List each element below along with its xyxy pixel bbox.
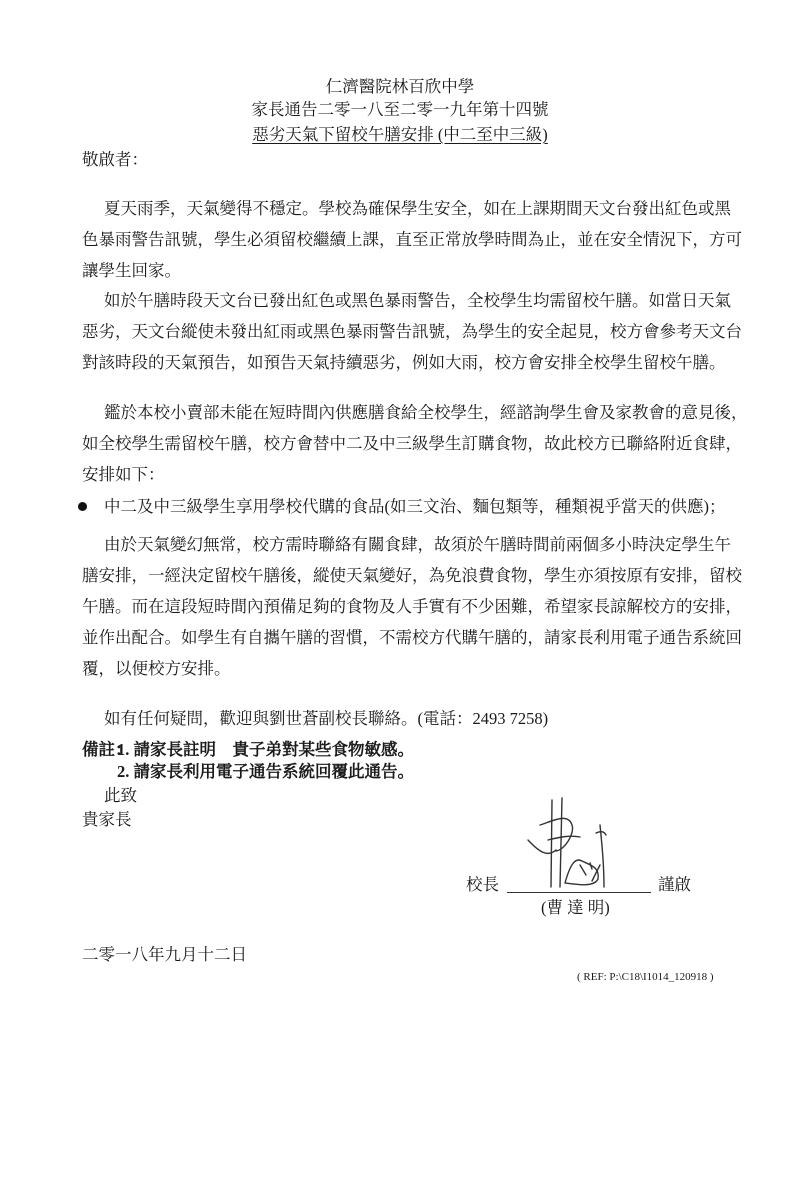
handwritten-signature <box>520 795 630 895</box>
note-item: 2. 請家長利用電子通告系統回覆此通告。 <box>117 762 414 781</box>
respect-closing: 謹啟 <box>658 875 691 894</box>
bullet-icon <box>78 502 87 511</box>
paragraph-line: 覆，以便校方安排。 <box>82 659 231 678</box>
paragraph-line: 並作出配合。如學生有自攜午膳的習慣，不需校方代購午膳的，請家長利用電子通告系統回 <box>82 628 742 647</box>
school-name: 仁濟醫院林百欣中學 <box>325 77 475 96</box>
signer-title: 校長 <box>466 875 499 894</box>
paragraph-line: 惡劣，天文台縱使未發出紅雨或黑色暴雨警告訊號，為學生的安全起見，校方會參考天文台 <box>82 322 742 341</box>
paragraph-line: 讓學生回家。 <box>82 261 181 280</box>
notice-date: 二零一八年九月十二日 <box>82 945 247 964</box>
salutation: 敬啟者： <box>82 150 148 169</box>
closing-line: 此致 <box>104 786 137 805</box>
bullet-item: 中二及中三級學生享用學校代購的食品(如三文治、麵包類等，種類視乎當天的供應)； <box>104 497 726 516</box>
paragraph-line: 安排如下： <box>82 465 165 484</box>
paragraph-line: 色暴雨警告訊號，學生必須留校繼續上課，直至正常放學時間為止，並在安全情況下，方可 <box>82 230 742 249</box>
paragraph-line: 鑑於本校小賣部未能在短時間內供應膳食給全校學生，經諮詢學生會及家教會的意見後， <box>104 403 748 422</box>
paragraph-line: 由於天氣變幻無常，校方需時聯絡有關食肆，故須於午膳時間前兩個多小時決定學生午 <box>104 535 731 554</box>
paragraph-line: 膳安排，一經決定留校午膳後，縱使天氣變好，為免浪費食物，學生亦須按原有安排，留校 <box>82 566 742 585</box>
notes-label: 備註： <box>82 740 132 759</box>
paragraph-line: 對該時段的天氣預告，如預告天氣持續惡劣，例如大雨，校方會安排全校學生留校午膳。 <box>82 353 726 372</box>
paragraph-line: 如於午膳時段天文台已發出紅色或黑色暴雨警告，全校學生均需留校午膳。如當日天氣 <box>104 291 731 310</box>
signer-name: (曹 達 明) <box>541 898 610 917</box>
paragraph-line: 夏天雨季，天氣變得不穩定。學校為確保學生安全，如在上課期間天文台發出紅色或黑 <box>104 199 731 218</box>
note-item: 1. 請家長註明 貴子弟對某些食物敏感。 <box>117 740 414 759</box>
paragraph-line: 午膳。而在這段短時間內預備足夠的食物及人手實有不少困難，希望家長諒解校方的安排， <box>82 597 742 616</box>
notice-subject: 惡劣天氣下留校午膳安排 (中二至中三級) <box>252 125 548 144</box>
notice-number: 家長通告二零一八至二零一九年第十四號 <box>251 100 549 119</box>
reference-code: ( REF: P:\C18\I1014_120918 ) <box>577 971 714 983</box>
paragraph-line: 如全校學生需留校午膳，校方會替中二及中三級學生訂購食物，故此校方已聯絡附近食肆， <box>82 434 742 453</box>
addressee: 貴家長 <box>82 810 132 829</box>
contact-paragraph: 如有任何疑問，歡迎與劉世蒼副校長聯絡。(電話：2493 7258) <box>104 709 549 728</box>
